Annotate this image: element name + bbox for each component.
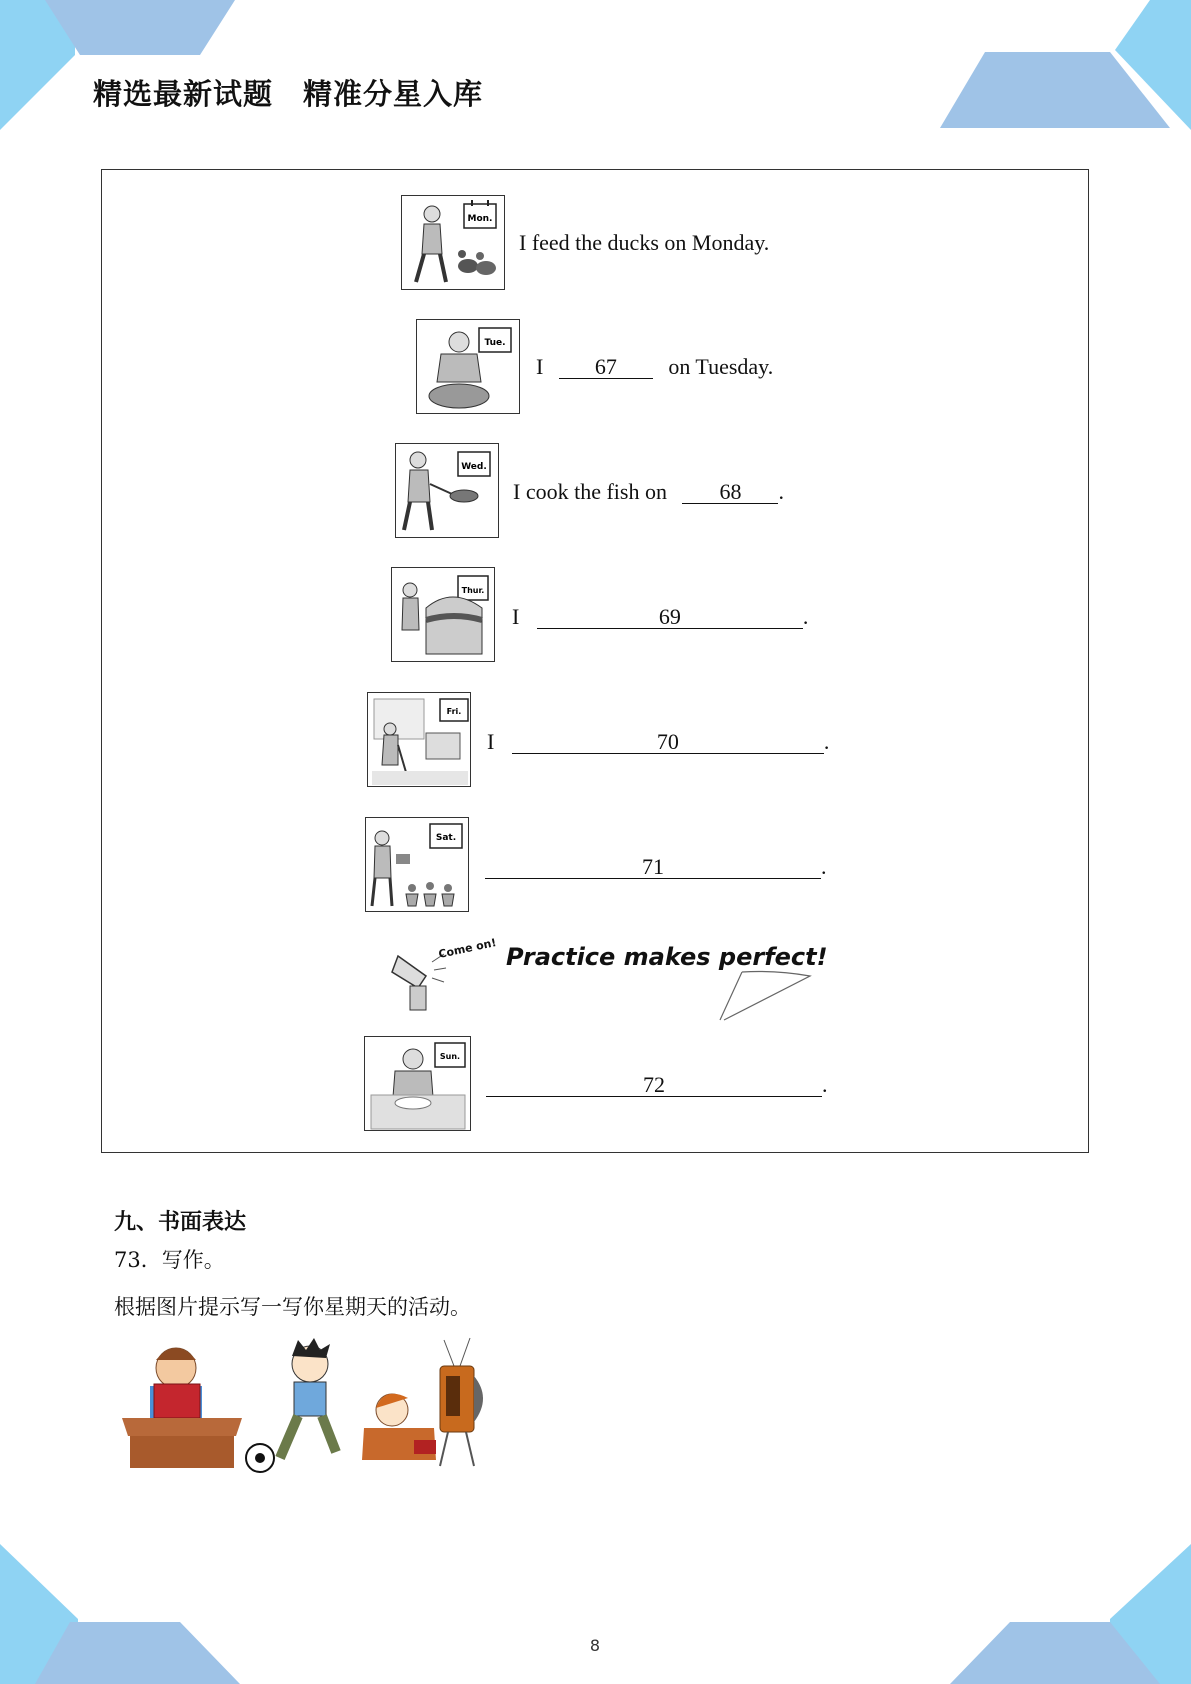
reading-boy-icon xyxy=(122,1348,242,1468)
sentence-suffix: on Tuesday. xyxy=(668,354,774,379)
bottom-corner-decoration xyxy=(0,1544,1191,1684)
television-icon xyxy=(440,1338,483,1466)
sentence-suffix: . xyxy=(823,729,830,754)
football-boy-icon xyxy=(246,1338,336,1472)
sentence-prefix: I xyxy=(536,354,544,379)
writing-instruction: 根据图片提示写一写你星期天的活动。 xyxy=(114,1295,471,1319)
sentence-thursday xyxy=(512,604,808,630)
sentence-suffix: . xyxy=(802,604,809,629)
tv-watching-child-icon xyxy=(362,1394,436,1460)
day-tag: Sun. xyxy=(439,1052,461,1061)
day-tag: Fri. xyxy=(446,707,462,716)
answer-blank-72[interactable]: 72 xyxy=(486,1074,822,1097)
exercise-box xyxy=(101,169,1089,1153)
friday-picture xyxy=(367,692,471,787)
day-tag: Thur. xyxy=(461,586,485,595)
paper-corner-decoration xyxy=(716,970,812,1022)
answer-blank-70[interactable]: 70 xyxy=(512,731,824,754)
section-heading: 九、书面表达 xyxy=(114,1210,247,1235)
day-tag: Sat. xyxy=(435,833,457,843)
tuesday-picture xyxy=(416,319,520,414)
sunday-picture xyxy=(364,1036,471,1131)
sentence-saturday xyxy=(485,854,827,880)
sentence-tuesday xyxy=(536,354,773,380)
sentence-suffix: . xyxy=(778,479,784,504)
top-corner-decoration xyxy=(0,0,1191,135)
sentence-prefix: I xyxy=(512,604,520,629)
sentence-suffix: . xyxy=(822,1072,828,1097)
wednesday-picture xyxy=(395,443,499,538)
answer-blank-69[interactable]: 69 xyxy=(537,606,803,629)
sentence-wednesday xyxy=(513,479,784,505)
come-on-text: Come on! xyxy=(437,936,498,961)
header-title: 精选最新试题 精准分星入库 xyxy=(93,77,484,111)
sentence-suffix: . xyxy=(821,854,827,879)
answer-blank-67[interactable]: 67 xyxy=(559,356,653,379)
question-label: 73．写作。 xyxy=(114,1248,225,1272)
sentence-prefix: I cook the fish on xyxy=(513,479,667,504)
sunday-activities-illustration xyxy=(114,1336,506,1476)
monday-picture xyxy=(401,195,505,290)
sentence-prefix: I xyxy=(487,729,495,754)
saturday-picture xyxy=(365,817,469,912)
day-tag: Mon. xyxy=(467,214,493,224)
day-tag: Tue. xyxy=(484,338,506,348)
day-tag: Wed. xyxy=(461,462,487,472)
sentence-friday xyxy=(487,729,829,755)
answer-blank-71[interactable]: 71 xyxy=(485,856,821,879)
sentence-sunday xyxy=(486,1072,828,1098)
sentence-monday: I feed the ducks on Monday. xyxy=(519,230,770,255)
page-number: 8 xyxy=(589,1636,601,1655)
practice-slogan: Practice makes perfect! xyxy=(506,943,828,971)
answer-blank-68[interactable]: 68 xyxy=(682,481,778,504)
thursday-picture xyxy=(391,567,495,662)
